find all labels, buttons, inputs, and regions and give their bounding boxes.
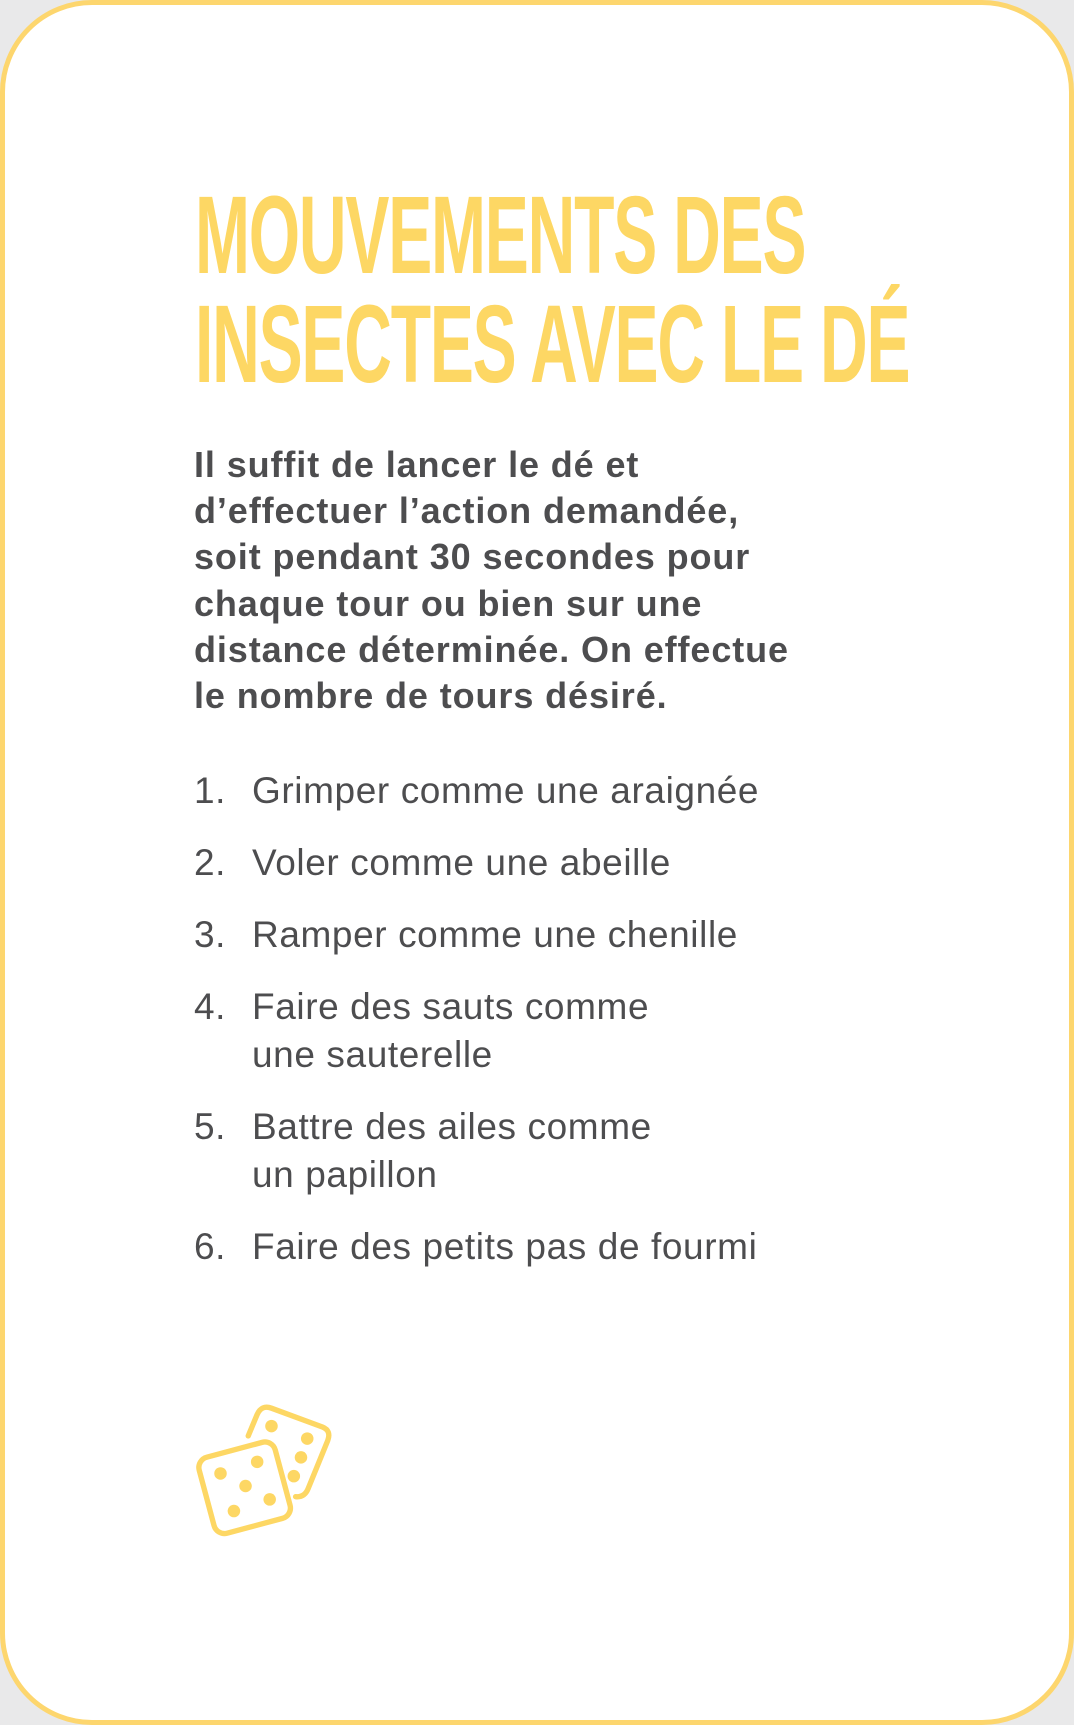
list-text-line: une sauterelle [252, 1034, 493, 1075]
list-text-line: Faire des sauts comme [252, 986, 650, 1027]
list-text-line: Grimper comme une araignée [252, 770, 760, 811]
list-text [252, 983, 759, 1079]
list-item [194, 839, 759, 887]
list-item [194, 1223, 759, 1271]
list-text-line: Ramper comme une chenille [252, 914, 738, 955]
list-number: 4. [194, 986, 227, 1027]
list-number: 5. [194, 1106, 227, 1147]
dice-icon [191, 1393, 343, 1545]
intro-line: le nombre de tours désiré. [194, 675, 668, 717]
list-text [252, 767, 759, 815]
list-item [194, 983, 759, 1079]
list-text-line: Voler comme une abeille [252, 842, 671, 883]
title-line-2: INSECTES AVEC LE DÉ [195, 283, 910, 406]
list-number: 3. [194, 914, 227, 955]
list-text [252, 839, 759, 887]
list-number: 2. [194, 842, 227, 883]
list-text [252, 911, 759, 959]
intro-line: chaque tour ou bien sur une [194, 582, 703, 624]
list-text-line: Faire des petits pas de fourmi [252, 1226, 758, 1267]
list-text-line: un papillon [252, 1154, 438, 1195]
list-item [194, 911, 759, 959]
list-text [252, 1223, 759, 1271]
list-number: 6. [194, 1226, 227, 1267]
list-item [194, 1103, 759, 1199]
intro-line: distance déterminée. On effectue [194, 628, 789, 670]
intro-line: soit pendant 30 secondes pour [194, 536, 751, 578]
intro-line: d’effectuer l’action demandée, [194, 490, 740, 532]
title-line-1: MOUVEMENTS DES [195, 174, 806, 297]
intro-line: Il suffit de lancer le dé et [194, 444, 640, 485]
list-item [194, 767, 759, 815]
list-text-line: Battre des ailes comme [252, 1106, 652, 1147]
card-title [195, 174, 910, 406]
list-text [252, 1103, 759, 1199]
list-number: 1. [194, 770, 227, 811]
movement-list [194, 767, 759, 1295]
intro-paragraph [194, 442, 914, 719]
